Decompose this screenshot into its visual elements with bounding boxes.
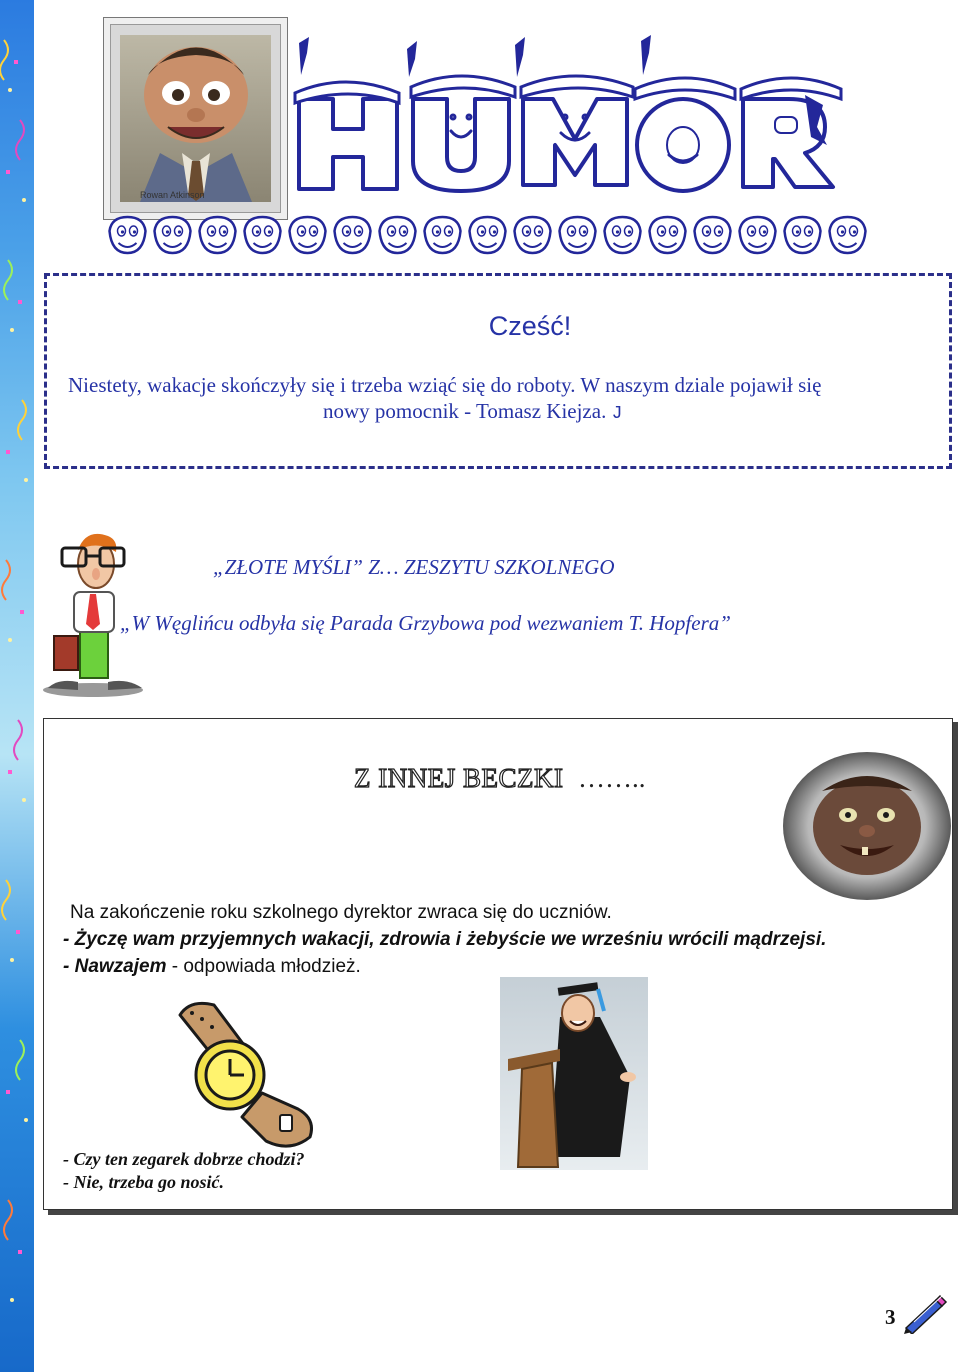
zlote-mysli-quote: „W Węglińcu odbyła się Parada Grzybowa pod wezwaniem T. Hopfera” [120, 611, 731, 635]
small-smiley-face-icon [515, 217, 551, 253]
graduate-teacher-illustration [500, 977, 648, 1170]
left-decorative-strip [0, 0, 34, 1372]
smiley-glyph: J [611, 404, 623, 424]
small-smiley-face-icon [830, 217, 866, 253]
story-line-3-lead: - Nawzajem [63, 956, 167, 977]
intro-line-1: Niestety, wakacje skończyły się i trzeba wziąć się do roboty. W naszym dziale pojawił się [68, 373, 822, 397]
joke-answer: - Nie, trzeba go nosić. [63, 1172, 224, 1192]
small-smiley-face-icon [740, 217, 776, 253]
small-smiley-face-icon [110, 217, 146, 253]
caricature-portrait [120, 35, 271, 202]
troll-face-illustration [782, 751, 952, 901]
watch-illustration [172, 997, 322, 1149]
small-smiley-face-icon [155, 217, 191, 253]
greeting-text: Cześć! [488, 311, 572, 341]
intro-paragraph [68, 372, 948, 427]
page-number: 3 [885, 1305, 896, 1329]
small-smiley-face-icon [470, 217, 506, 253]
small-smiley-face-icon [200, 217, 236, 253]
small-smiley-face-icon [785, 217, 821, 253]
small-smiley-face-icon [335, 217, 371, 253]
story-line-3-rest: - odpowiada młodzież. [166, 956, 361, 977]
zlote-mysli-title: „ZŁOTE MYŚLI” Z… ZESZYTU SZKOLNEGO [213, 555, 615, 579]
intro-line-2-text: nowy pomocnik - Tomasz Kiejza. [323, 399, 607, 423]
small-smiley-face-icon [650, 217, 686, 253]
intro-dashed-box [44, 273, 952, 469]
small-smiley-face-icon [245, 217, 281, 253]
small-smiley-face-icon [290, 217, 326, 253]
small-smiley-face-icon [560, 217, 596, 253]
box-shadow-right [953, 722, 958, 1214]
confetti-decoration [0, 0, 34, 1372]
smiley-faces-row [105, 212, 870, 262]
small-smiley-face-icon [605, 217, 641, 253]
watch-joke [63, 1148, 305, 1194]
small-smiley-face-icon [380, 217, 416, 253]
humor-title-art [285, 35, 845, 205]
story-line-1: Na zakończenie roku szkolnego dyrektor zwraca się do uczniów. [70, 902, 612, 923]
innej-beczki-title: Z INNEJ BECZKI [354, 763, 564, 793]
intro-line-2 [68, 398, 948, 427]
small-smiley-face-icon [425, 217, 461, 253]
portrait-frame [103, 17, 288, 220]
box-shadow-bottom [48, 1210, 958, 1215]
innej-beczki-dots: …….. [578, 763, 646, 793]
story-line-3 [63, 953, 943, 980]
joke-question: - Czy ten zegarek dobrze chodzi? [63, 1149, 305, 1169]
portrait-signature: Rowan Atkinson [140, 190, 205, 200]
pencil-icon [902, 1294, 948, 1334]
small-smiley-face-icon [695, 217, 731, 253]
story-text [63, 899, 943, 980]
story-line-2: - Życzę wam przyjemnych wakacji, zdrowia i żebyście we wrześniu wrócili mądrzejsi. [63, 929, 827, 950]
